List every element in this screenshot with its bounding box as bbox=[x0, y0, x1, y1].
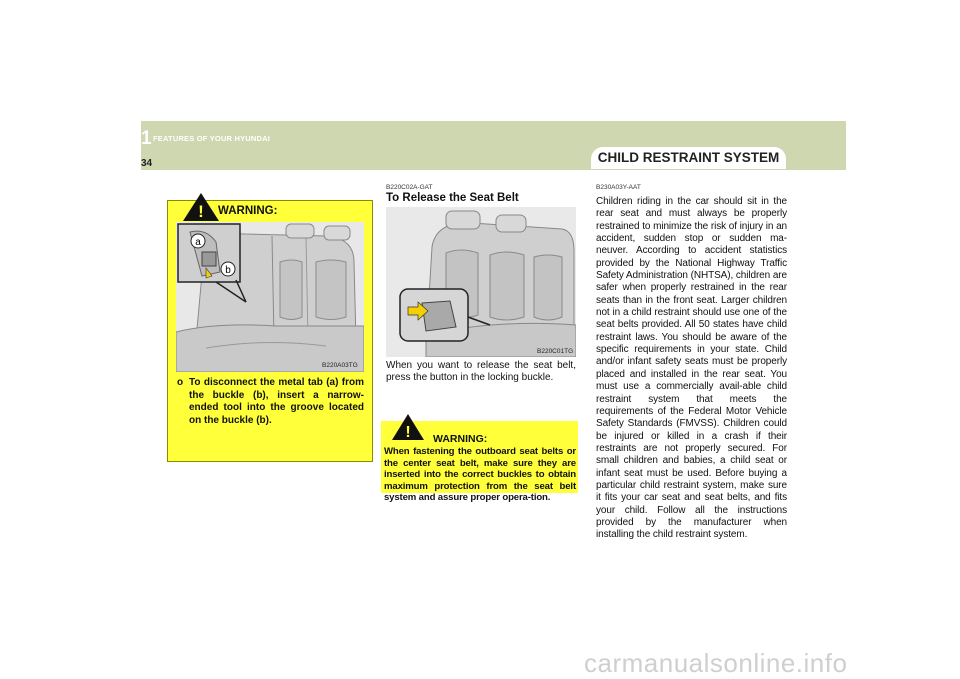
seat-belt-drawing bbox=[386, 207, 576, 357]
rear-seat-drawing bbox=[176, 222, 364, 372]
image-code-left: B220A03TG bbox=[322, 362, 358, 369]
callout-a-label: a bbox=[195, 237, 201, 248]
warning-title-middle: WARNING: bbox=[433, 433, 488, 445]
warning-title-left: WARNING: bbox=[218, 205, 278, 217]
section-title: CHILD RESTRAINT SYSTEM bbox=[597, 150, 780, 165]
rear-seat-buckle-illustration bbox=[176, 222, 364, 372]
section-code-middle: B220C02A-GAT bbox=[386, 184, 433, 191]
heading-release-seat-belt: To Release the Seat Belt bbox=[386, 192, 519, 204]
warning-symbol: ! bbox=[198, 202, 204, 221]
chapter-title: FEATURES OF YOUR HYUNDAI bbox=[153, 134, 271, 143]
warning-symbol: ! bbox=[405, 424, 411, 441]
warning-text-middle: When fastening the outboard seat belts or the center seat belt, make sure they are inserted into the correct buckles to obtain maximum protection from the seat belt system and assure proper opera-tion. bbox=[384, 446, 576, 504]
callout-b-label: b bbox=[225, 265, 231, 276]
warning-triangle-icon bbox=[391, 413, 425, 441]
page-number: 34 bbox=[141, 158, 153, 169]
child-restraint-paragraph: Children riding in the car should sit in the rear seat and must always be properly restrained to minimize the risk of injury in an accident, sudden stop or sudden ma-neuver. According to accident statistics provided by the National Highway Traffic Safety Administration (NHTSA), children are safer when properly restrained in the rear seats than in the front seat. Larger children not in a child restraint should use one of the seat belts provided. All 50 states have child restraint laws. You should be aware of the specific requirements in your state. Child and/or infant safety seats must be properly placed and installed in the rear seat. You must use a commercially avail-able child restraint system that meets the requirements of the Federal Motor Vehicle Safety Standards (FMVSS). Children could be injured or killed in a crash if their restraints are not properly secured. For small children and babies, a child seat or infant seat must be used. Before buying a particular child restraint system, make sure it fits your car seat and seat belts, and fits your child. Follow all the instructions provided by the manufacturer when installing the child restraint system. bbox=[596, 196, 787, 541]
image-code-middle: B220C01TG bbox=[537, 348, 574, 355]
watermark: carmanualsonline.info bbox=[584, 648, 848, 678]
bullet: o bbox=[177, 377, 184, 388]
release-instructions: When you want to release the seat belt, press the button in the locking buckle. bbox=[386, 360, 576, 384]
section-code-right: B230A03Y-AAT bbox=[596, 184, 641, 191]
chapter-number: 1 bbox=[141, 128, 152, 149]
warning-text-left: To disconnect the metal tab (a) from the buckle (b), insert a narrow-ended tool into the groove located on the buckle (b). bbox=[189, 377, 364, 426]
seat-belt-release-illustration bbox=[386, 207, 576, 357]
warning-triangle-icon bbox=[182, 192, 220, 222]
